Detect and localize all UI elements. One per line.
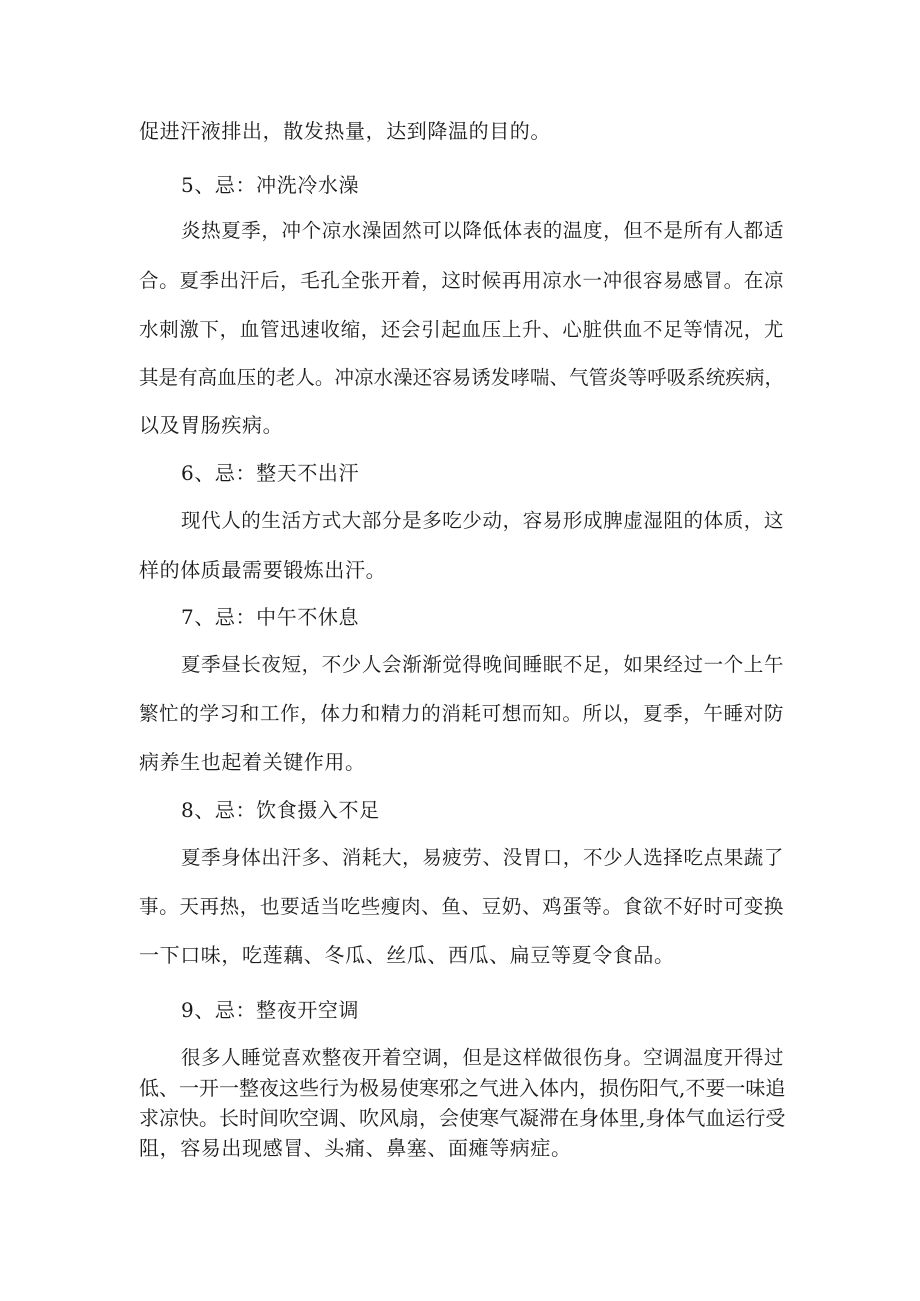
paragraph-9-line: 求凉快。长时间吹空调、吹风扇，会使寒气凝滞在身体里,身体气血运行受 <box>139 1106 786 1130</box>
paragraph-7-line: 病养生也起着关键作用。 <box>139 750 366 774</box>
paragraph-9-line: 低、一开一整夜这些行为极易使寒邪之气进入体内，损伤阳气,不要一味追 <box>139 1076 786 1100</box>
paragraph-6-line: 样的体质最需要锻炼出汗。 <box>139 558 387 582</box>
paragraph-8-line: 事。天再热，也要适当吃些瘦肉、鱼、豆奶、鸡蛋等。食欲不好时可变换 <box>139 895 784 918</box>
paragraph-5-line: 水刺激下，血管迅速收缩，还会引起血压上升、心脏供血不足等情况，尤 <box>139 318 784 341</box>
paragraph-4-end: 促进汗液排出，散发热量，达到降温的目的。 <box>139 119 551 143</box>
paragraph-5-line: 以及胃肠疾病。 <box>139 413 284 437</box>
paragraph-5-line: 炎热夏季，冲个凉水澡固然可以降低体表的温度，但不是所有人都适 <box>181 219 785 242</box>
section-heading-6: 6、忌：整天不出汗 <box>181 461 360 485</box>
paragraph-5-line: 合。夏季出汗后，毛孔全张开着，这时候再用凉水一冲很容易感冒。在凉 <box>139 269 784 292</box>
paragraph-5-line: 其是有高血压的老人。冲凉水澡还容易诱发哮喘、气管炎等呼吸系统疾病， <box>139 366 784 389</box>
paragraph-8-line: 夏季身体出汗多、消耗大，易疲劳、没胃口，不少人选择吃点果蔬了 <box>181 846 785 869</box>
paragraph-7-line: 繁忙的学习和工作，体力和精力的消耗可想而知。所以，夏季，午睡对防 <box>139 702 784 725</box>
paragraph-8-line: 一下口味，吃莲藕、冬瓜、丝瓜、西瓜、扁豆等夏令食品。 <box>139 943 675 967</box>
paragraph-7-line: 夏季昼长夜短，不少人会渐渐觉得晚间睡眠不足，如果经过一个上午 <box>181 653 785 676</box>
section-heading-7: 7、忌：中午不休息 <box>181 605 360 629</box>
paragraph-9-line: 阻，容易出现感冒、头痛、鼻塞、面瘫等病症。 <box>139 1136 572 1160</box>
section-heading-8: 8、忌：饮食摄入不足 <box>181 798 380 822</box>
paragraph-6-line: 现代人的生活方式大部分是多吃少动，容易形成脾虚湿阻的体质，这 <box>181 509 785 532</box>
section-heading-9: 9、忌：整夜开空调 <box>181 998 360 1022</box>
paragraph-9-line: 很多人睡觉喜欢整夜开着空调，但是这样做很伤身。空调温度开得过 <box>181 1046 785 1069</box>
section-heading-5: 5、忌：冲洗冷水澡 <box>181 173 360 197</box>
